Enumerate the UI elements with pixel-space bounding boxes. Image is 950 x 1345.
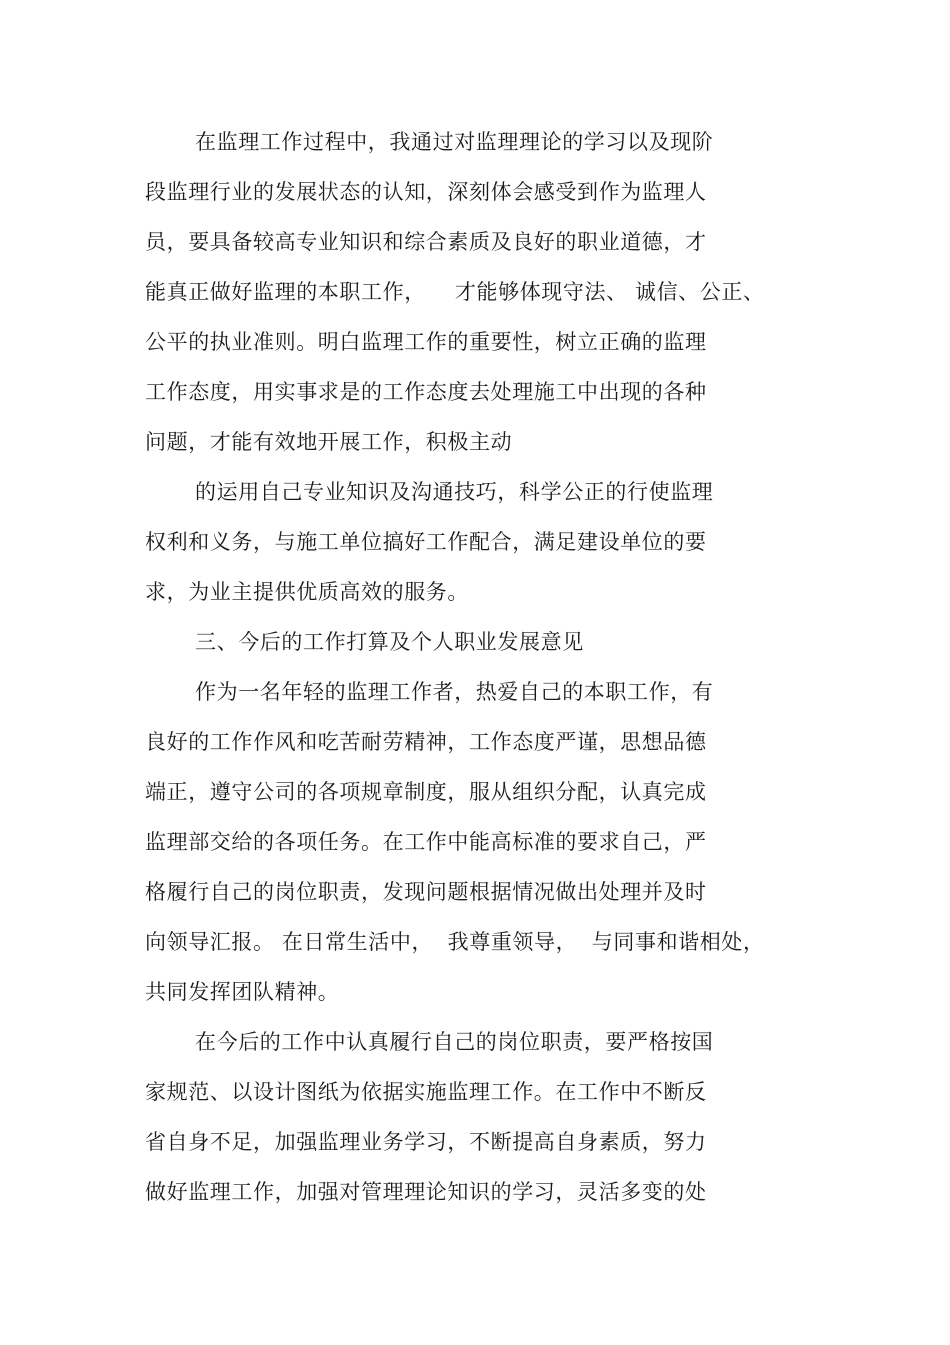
paragraph-line: 在今后的工作中认真履行自己的岗位职责，要严格按国 bbox=[195, 1030, 714, 1054]
paragraph-line: 格履行自己的岗位职责，发现问题根据情况做出处理并及时 bbox=[145, 880, 707, 904]
paragraph-line: 问题，才能有效地开展工作，积极主动 bbox=[145, 430, 513, 454]
paragraph-line: 权利和义务，与施工单位搞好工作配合，满足建设单位的要 bbox=[145, 530, 707, 554]
paragraph-line: 能真正做好监理的本职工作， 才能够体现守法、 诚信、公正、 bbox=[145, 280, 765, 304]
paragraph-line: 向领导汇报。 在日常生活中， 我尊重领导， 与同事和谐相处， bbox=[145, 930, 765, 954]
paragraph-line: 员，要具备较高专业知识和综合素质及良好的职业道德，才 bbox=[145, 230, 707, 254]
paragraph-line: 作为一名年轻的监理工作者，热爱自己的本职工作，有 bbox=[195, 680, 714, 704]
paragraph-line: 共同发挥团队精神。 bbox=[145, 980, 340, 1004]
section-heading: 三、今后的工作打算及个人职业发展意见 bbox=[195, 630, 584, 654]
paragraph-line: 家规范、以设计图纸为依据实施监理工作。在工作中不断反 bbox=[145, 1080, 707, 1104]
paragraph-line: 求，为业主提供优质高效的服务。 bbox=[145, 580, 469, 604]
paragraph-line: 的运用自己专业知识及沟通技巧，科学公正的行使监理 bbox=[195, 480, 714, 504]
paragraph-line: 良好的工作作风和吃苦耐劳精神，工作态度严谨，思想品德 bbox=[145, 730, 707, 754]
paragraph-line: 在监理工作过程中，我通过对监理理论的学习以及现阶 bbox=[195, 130, 714, 154]
paragraph-line: 段监理行业的发展状态的认知，深刻体会感受到作为监理人 bbox=[145, 180, 707, 204]
paragraph-line: 端正，遵守公司的各项规章制度，服从组织分配，认真完成 bbox=[145, 780, 707, 804]
paragraph-line: 公平的执业准则。明白监理工作的重要性，树立正确的监理 bbox=[145, 330, 707, 354]
paragraph-line: 工作态度，用实事求是的工作态度去处理施工中出现的各种 bbox=[145, 380, 707, 404]
paragraph-line: 监理部交给的各项任务。在工作中能高标准的要求自己，严 bbox=[145, 830, 707, 854]
paragraph-line: 做好监理工作，加强对管理理论知识的学习，灵活多变的处 bbox=[145, 1180, 707, 1204]
paragraph-line: 省自身不足，加强监理业务学习，不断提高自身素质，努力 bbox=[145, 1130, 707, 1154]
